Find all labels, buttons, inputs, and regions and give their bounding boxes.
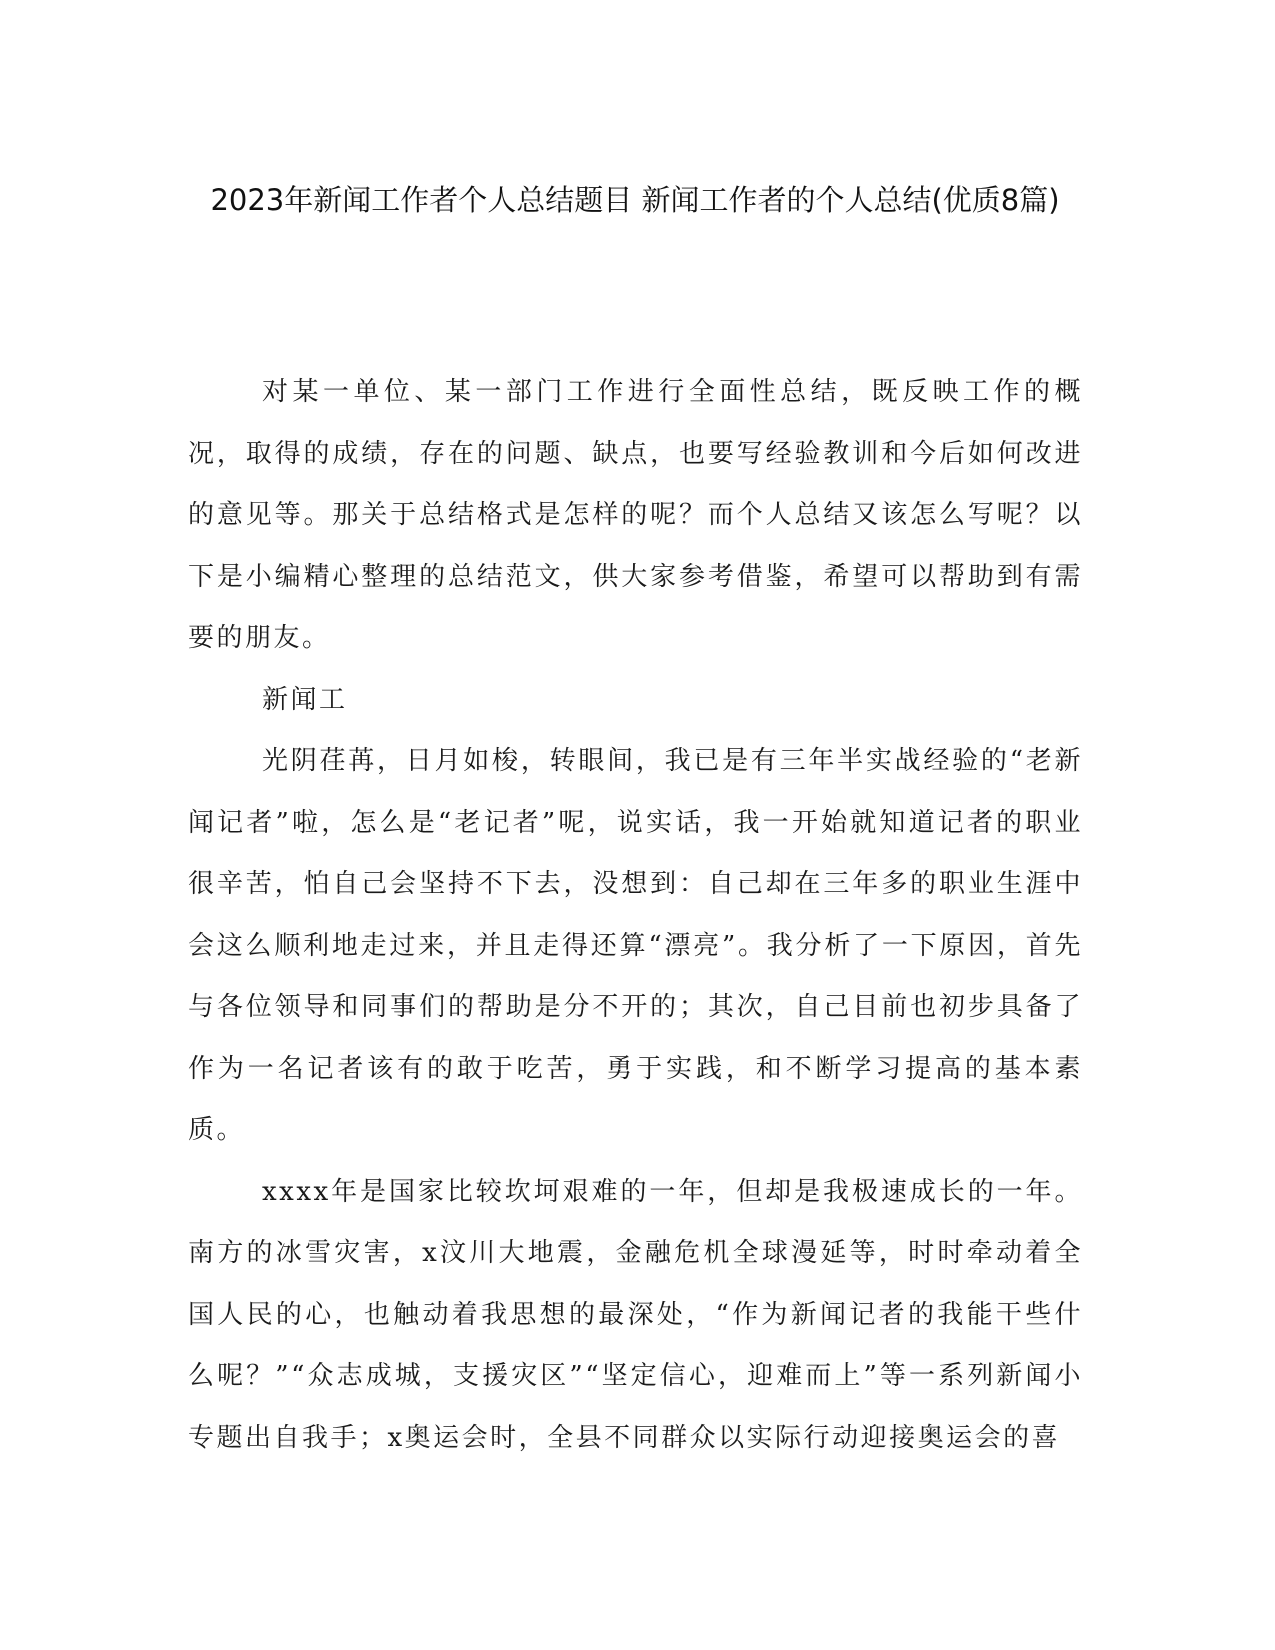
paragraph-intro: 对某一单位、某一部门工作进行全面性总结，既反映工作的概况，取得的成绩，存在的问题、缺点，也要写经验教训和今后如何改进的意见等。那关于总结格式是怎样的呢？而个人总结又该怎么写呢？以下是小编精心整理的总结范文，供大家参考借鉴，希望可以帮助到有需要的朋友。 — [188, 377, 1083, 653]
paragraph-section-label: 新闻工 — [262, 684, 348, 715]
document-title: 2023年新闻工作者个人总结题目 新闻工作者的个人总结(优质8篇) — [210, 183, 1060, 217]
document-body — [188, 362, 1083, 1469]
paragraph-year-review: xxxx年是国家比较坎坷艰难的一年，但却是我极速成长的一年。南方的冰雪灾害，x汶川大地震，金融危机全球漫延等，时时牵动着全国人民的心，也触动着我思想的最深处，“作为新闻记者的我能干些什么呢？”“众志成城，支援灾区”“坚定信心，迎难而上”等一系列新闻小专题出自我手；x奥运会时，全县不同群众以实际行动迎接奥运会的喜 — [188, 1176, 1083, 1453]
paragraph-experience: 光阴荏苒，日月如梭，转眼间，我已是有三年半实战经验的“老新闻记者”啦，怎么是“老记者”呢，说实话，我一开始就知道记者的职业很辛苦，怕自己会坚持不下去，没想到：自己却在三年多的职业生涯中会这么顺利地走过来，并且走得还算“漂亮”。我分析了一下原因，首先与各位领导和同事们的帮助是分不开的；其次，自己目前也初步具备了作为一名记者该有的敢于吃苦，勇于实践，和不断学习提高的基本素质。 — [188, 746, 1083, 1145]
